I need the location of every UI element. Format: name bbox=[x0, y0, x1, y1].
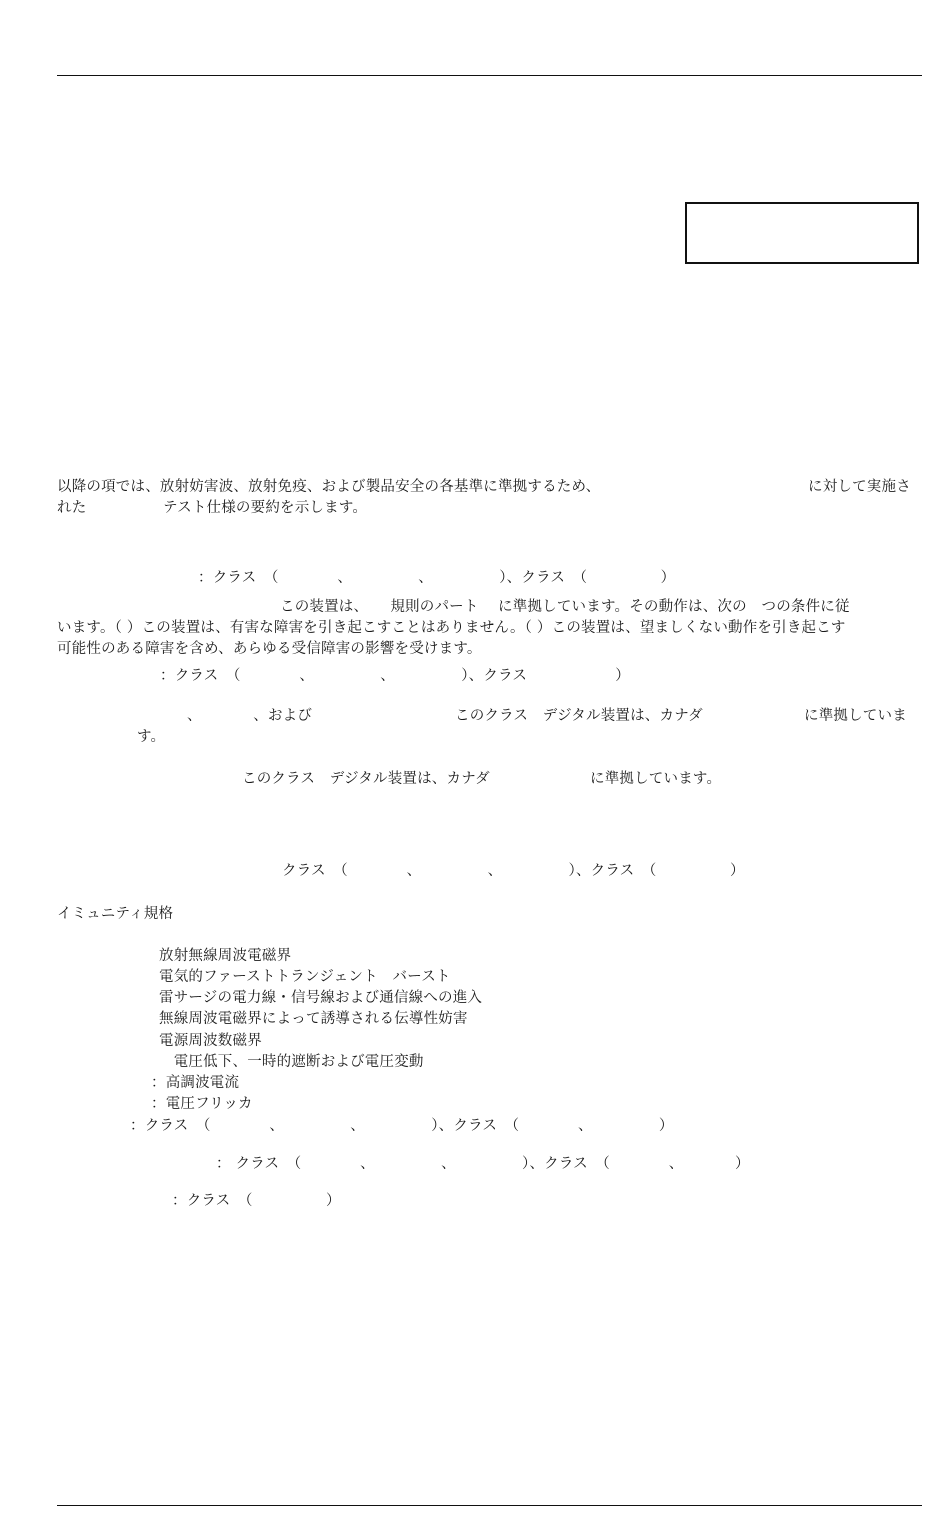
immunity-item: 放射無線周波電磁界 bbox=[159, 948, 292, 964]
intro-line-2-end: テスト仕様の要約を示します。 bbox=[163, 500, 368, 516]
safety-class-line-3: ：クラス （ ） bbox=[172, 1193, 341, 1209]
immunity-item: 無線周波電磁界によって誘導される伝導性妨害 bbox=[159, 1011, 468, 1027]
safety-class-line-2: ： クラス （ 、 、 ）、クラス （ 、 ） bbox=[216, 1156, 750, 1172]
immunity-item: ：高調波電流 bbox=[151, 1075, 240, 1091]
immunity-item: 電源周波数磁界 bbox=[159, 1033, 262, 1049]
canada-statement-2a: このクラス デジタル装置は、カナダ bbox=[242, 771, 490, 787]
immunity-item: ：電圧フリッカ bbox=[151, 1096, 253, 1112]
immunity-item: 電気的ファーストトランジェント バースト bbox=[159, 969, 451, 985]
immunity-item: 雷サージの電力線・信号線および通信線への進入 bbox=[159, 990, 483, 1006]
canada-statement-1c: に準拠していま bbox=[804, 708, 907, 724]
immunity-class-line: クラス （ 、 、 ）、クラス （ ） bbox=[282, 863, 745, 879]
emissions-class-line: ：クラス （ 、 、 ）、クラス （ ） bbox=[198, 570, 676, 586]
safety-class-line-1: ：クラス （ 、 、 ）、クラス （ 、 ） bbox=[130, 1118, 674, 1134]
blank-label-box bbox=[685, 202, 919, 264]
immunity-heading: イミュニティ規格 bbox=[57, 906, 174, 922]
footer-rule bbox=[57, 1505, 922, 1506]
fcc-statement-line-1: この装置は、 規則のパート に準拠しています。その動作は、次の つの条件に従 bbox=[280, 599, 850, 615]
intro-line-1: 以降の項では、放射妨害波、放射免疫、および製品安全の各基準に準拠するため、 bbox=[57, 479, 601, 495]
canada-statement-1b: このクラス デジタル装置は、カナダ bbox=[455, 708, 703, 724]
canada-statement-1a: 、 、および bbox=[187, 708, 313, 724]
intro-line-1-tail: に対して実施さ bbox=[808, 479, 911, 495]
immunity-item: 電圧低下、一時的遮断および電圧変動 bbox=[159, 1054, 424, 1070]
header-rule bbox=[57, 75, 922, 76]
fcc-statement-line-2: います。（ ）この装置は、有害な障害を引き起こすことはありません。（ ）この装置は、望ましくない動作を引き起こす bbox=[57, 620, 846, 636]
intro-line-2-start: れた bbox=[57, 500, 87, 516]
fcc-statement-line-3: 可能性のある障害を含め、あらゆる受信障害の影響を受けます。 bbox=[57, 641, 482, 657]
emissions-class-line-2: ：クラス （ 、 、 ）、クラス ） bbox=[160, 668, 630, 684]
canada-statement-1d: す。 bbox=[137, 729, 166, 745]
canada-statement-2b: に準拠しています。 bbox=[590, 771, 722, 787]
